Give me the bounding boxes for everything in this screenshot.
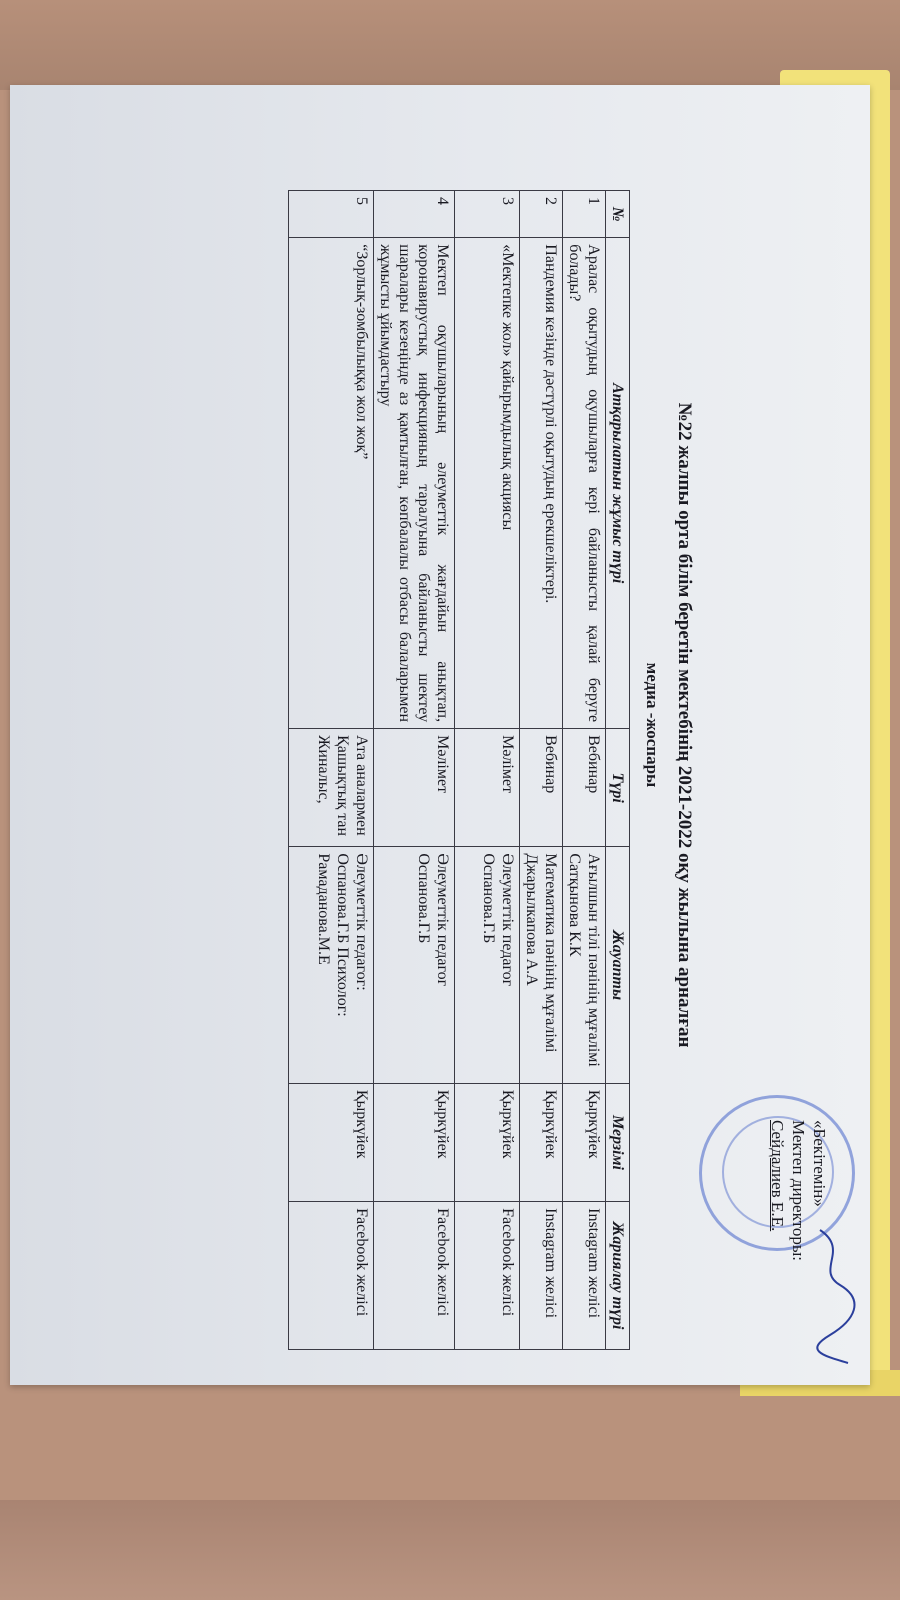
row-responsible: Әлеуметтік педагог Оспанова.Г.Б <box>455 847 520 1084</box>
approval-label: «Бекітемін» <box>810 1120 829 1207</box>
row-activity: Аралас оқытудың оқушыларға кері байланысты қалай беруге болады? <box>563 238 606 729</box>
row-number: 5 <box>289 191 374 238</box>
row-activity: Пандемия кезінде дәстүрлі оқытудың ерекшеліктері. <box>520 238 563 729</box>
document-title: №22 жалпы орта білім беретін мектебінің 2021-2022 оқу жылына арналған <box>674 402 695 1048</box>
header-publication: Жариялау түрі <box>606 1202 630 1350</box>
row-responsible: Математика пәнінің мұғалімі Джарылкапова А.А <box>520 847 563 1084</box>
media-plan-table <box>288 190 630 1350</box>
wooden-table-top <box>0 0 900 90</box>
approval-block <box>767 1120 830 1370</box>
row-publication: Instagram желісі <box>563 1202 606 1350</box>
row-activity: “Зорлық-зомбылыққа жол жоқ” <box>289 238 374 729</box>
row-number: 2 <box>520 191 563 238</box>
row-number: 3 <box>455 191 520 238</box>
table-row <box>563 191 606 1350</box>
row-type: Мәлімет <box>374 729 455 847</box>
document-sheet <box>10 85 870 1385</box>
row-publication: Facebook желісі <box>455 1202 520 1350</box>
row-responsible: Әлеуметтік педагог: Оспанова.Г.Б Психолог: Рамаданова.М.Е <box>289 847 374 1084</box>
wooden-table-bottom <box>0 1500 900 1600</box>
row-type: Мәлімет <box>455 729 520 847</box>
row-term: Қыркүйек <box>374 1083 455 1201</box>
rotated-document-content <box>10 85 870 1385</box>
header-activity: Атқарылатын жұмыс түрі <box>606 238 630 729</box>
table-header-row <box>606 191 630 1350</box>
director-name: Сейдалиев Е.Е. <box>768 1120 787 1232</box>
row-activity: «Мектепке жол» қайырымдылық акциясы <box>455 238 520 729</box>
row-responsible: Ағылшын тілі пәнінің мұғалімі Сатқынова К.К <box>563 847 606 1084</box>
row-term: Қыркүйек <box>289 1083 374 1201</box>
row-responsible: Әлеуметтік педагог Оспанова.Г.Б <box>374 847 455 1084</box>
header-term: Мерзімі <box>606 1083 630 1201</box>
row-publication: Facebook желісі <box>374 1202 455 1350</box>
row-number: 4 <box>374 191 455 238</box>
header-responsible: Жауапты <box>606 847 630 1084</box>
row-number: 1 <box>563 191 606 238</box>
table-row <box>520 191 563 1350</box>
row-type: Вебинар <box>520 729 563 847</box>
row-type: Вебинар <box>563 729 606 847</box>
row-term: Қыркүйек <box>563 1083 606 1201</box>
row-publication: Instagram желісі <box>520 1202 563 1350</box>
table-row <box>374 191 455 1350</box>
row-publication: Facebook желісі <box>289 1202 374 1350</box>
row-type: Ата аналармен Қашықтық тан Жиналыс, <box>289 729 374 847</box>
row-activity: Мектеп оқушыларының әлеуметтік жағдайын анықтап, коронавирустық инфекцияның таралуына байланысты шектеу шаралары кезеңінде аз қамтылған, көпбалалы отбасы балаларымен жұмысты ұйымдастыру <box>374 238 455 729</box>
row-term: Қыркүйек <box>455 1083 520 1201</box>
table-row <box>289 191 374 1350</box>
table-row <box>455 191 520 1350</box>
document-subtitle: медиа -жоспары <box>643 662 662 788</box>
row-term: Қыркүйек <box>520 1083 563 1201</box>
header-number: № <box>606 191 630 238</box>
header-type: Түрі <box>606 729 630 847</box>
director-title: Мектеп директоры: <box>789 1120 808 1261</box>
